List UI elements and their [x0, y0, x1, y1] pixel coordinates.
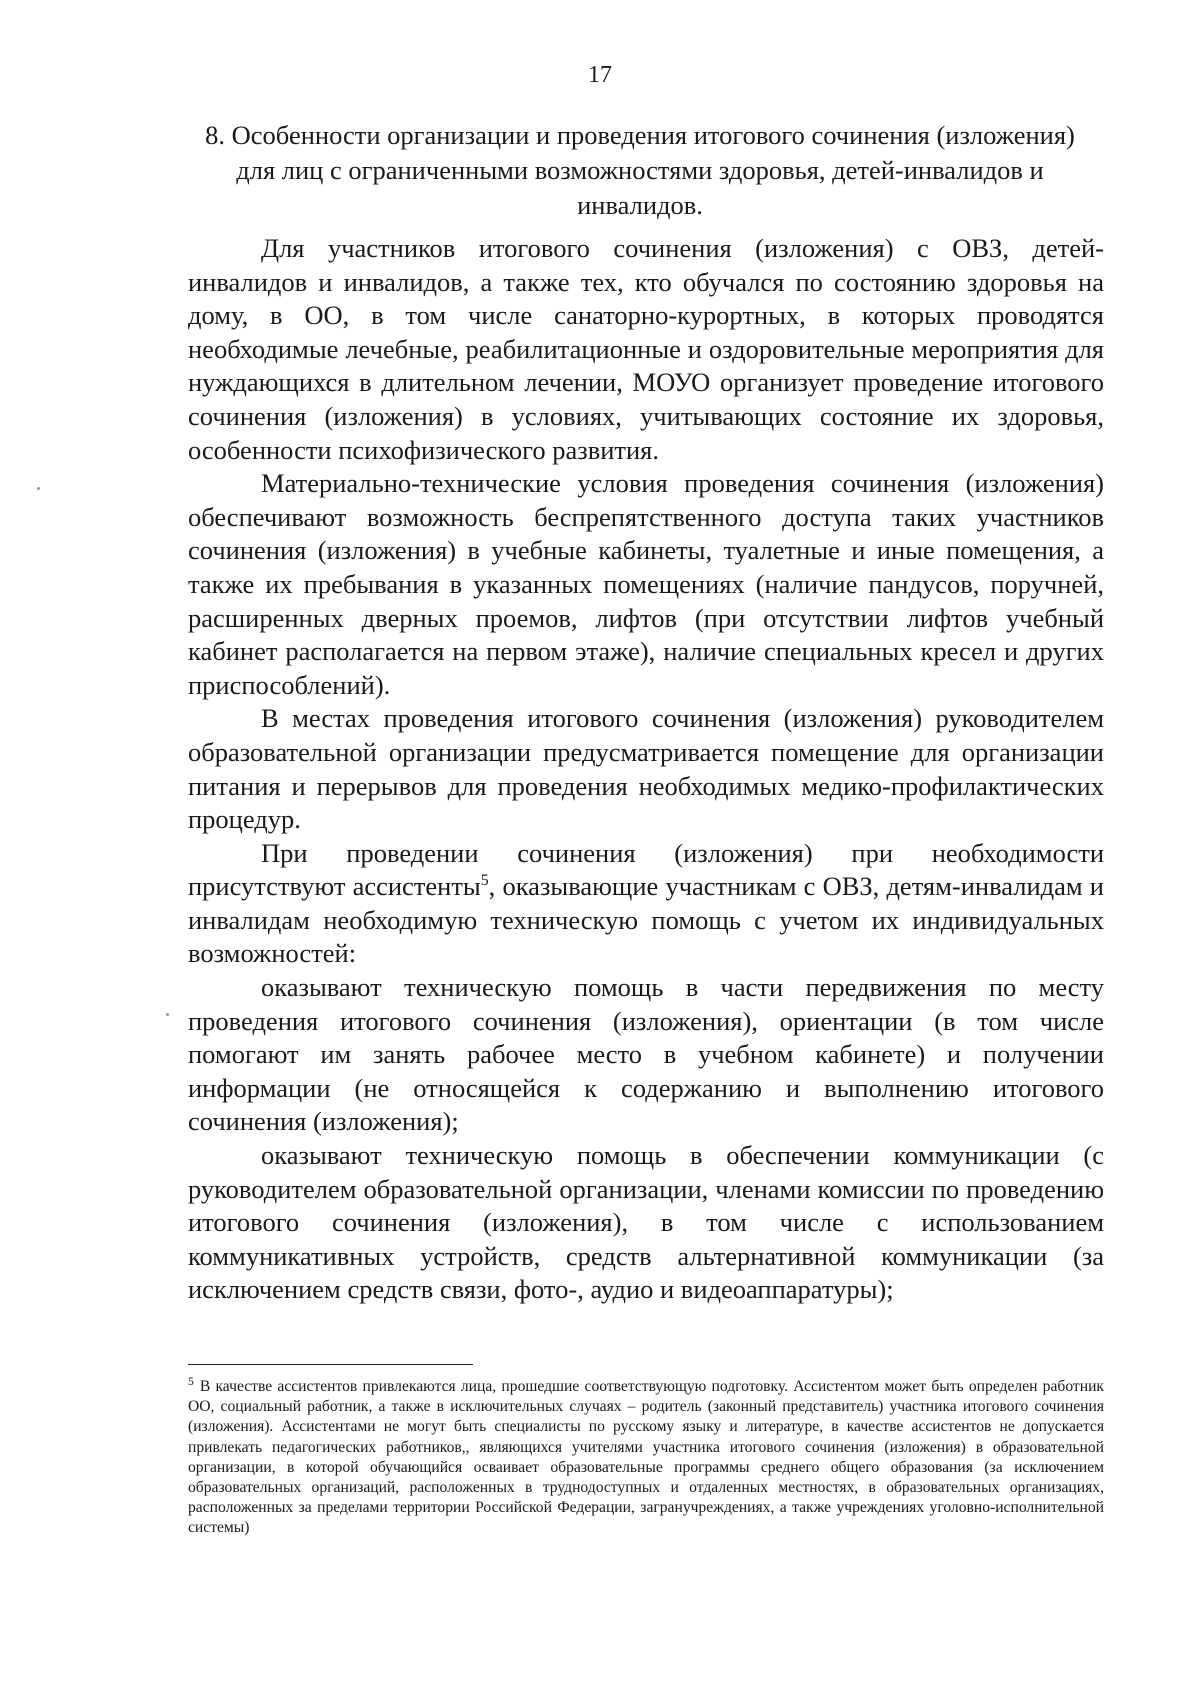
footnote-reference: 5 — [480, 872, 489, 890]
scan-artifact — [37, 487, 40, 490]
paragraph: В местах проведения итогового сочинения (изложения) руководителем образовательной организации предусматривается помещение для организации питания и перерывов для проведения необходимых медико-профилактических процедур. — [188, 703, 1104, 835]
paragraph: оказывают техническую помощь в обеспечении коммуникации (с руководителем образовательной организации, членами комиссии по проведению итогового сочинения (изложения), в том числе с использованием коммуникативных устройств, средств альтернативной коммуникации (за исключением средств связи, фото-, аудио и видеоаппаратуры); — [188, 1140, 1104, 1305]
footnote-mark: 5 — [188, 1374, 194, 1388]
paragraph: оказывают техническую помощь в части передвижения по месту проведения итогового сочинения (изложения), ориентации (в том числе помогают им занять рабочее место в учебном кабинете) и получении информации (не относящейся к содержанию и выполнению итогового сочинения (изложения); — [188, 972, 1104, 1137]
footnote-divider — [188, 1364, 473, 1365]
body-text — [188, 232, 1104, 1307]
paragraph — [188, 837, 1104, 971]
footnote-text: В качестве ассистентов привлекаются лица, прошедшие соответствующую подготовку. Ассистентом может быть определен работник ОО, социальный работник, а также в исключительных случаях – родитель (законный представитель) участника итогового сочинения (изложения). Ассистентами не могут быть специалисты по русскому языку и литературе, в качестве ассистентов не допускается привлекать педагогических работников,, являющихся учителями участника итогового сочинения (изложения) в образовательной организации, в которой обучающийся осваивает образовательные программы среднего общего образования (за исключением образовательных организаций, расположенных в труднодоступных и отдаленных местностях, в образовательных организациях, расположенных за пределами территории Российской Федерации, загранучреждениях, а также учреждениях уголовно-исполнительной системы) — [188, 1378, 1104, 1537]
footnote — [188, 1374, 1104, 1539]
scan-artifact — [166, 1013, 169, 1016]
paragraph: Для участников итогового сочинения (изложения) с ОВЗ, детей-инвалидов и инвалидов, а также тех, кто обучался по состоянию здоровья на дому, в ОО, в том числе санаторно-курортных, в которых проводятся необходимые лечебные, реабилитационные и оздоровительные мероприятия для нуждающихся в длительном лечении, МОУО организует проведение итогового сочинения (изложения) в условиях, учитывающих состояние их здоровья, особенности психофизического развития. — [188, 233, 1104, 465]
paragraph-text: При проведении сочинения (изложения) при необходимости присутствуют ассистенты — [188, 837, 1104, 902]
page-number: 17 — [588, 62, 612, 88]
paragraph-text: , оказывающие участникам с ОВЗ, детям-инвалидам и инвалидам необходимую техническую помощь с учетом их индивидуальных возможностей: — [188, 871, 1104, 969]
paragraph: Материально-технические условия проведения сочинения (изложения) обеспечивают возможность беспрепятственного доступа таких участников сочинения (изложения) в учебные кабинеты, туалетные и иные помещения, а также их пребывания в указанных помещениях (наличие пандусов, поручней, расширенных дверных проемов, лифтов (при отсутствии лифтов учебный кабинет располагается на первом этаже), наличие специальных кресел и других приспособлений). — [188, 468, 1104, 700]
section-heading: 8. Особенности организации и проведения итогового сочинения (изложения) для лиц с ограниченными возможностями здоровья, детей-инвалидов и инвалидов. — [205, 120, 1075, 220]
